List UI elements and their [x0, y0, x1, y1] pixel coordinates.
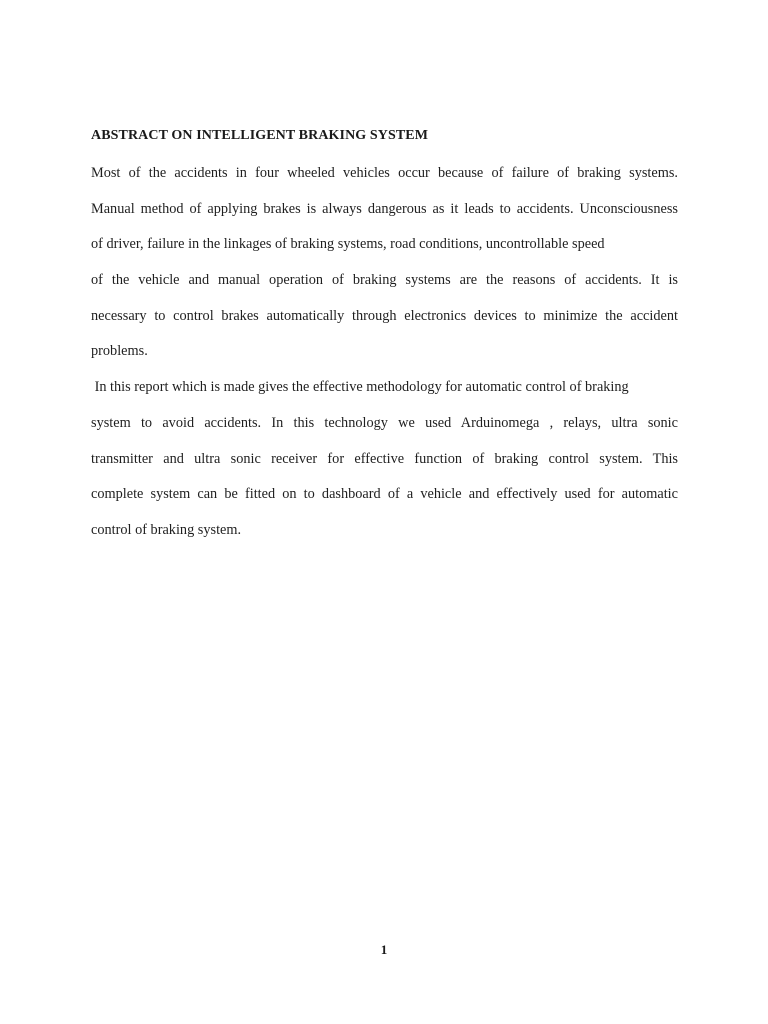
body-line: problems.	[91, 343, 148, 360]
body-line: of driver, failure in the linkages of braking systems, road conditions, uncontrollable speed	[91, 236, 605, 253]
body-line: control of braking system.	[91, 521, 242, 538]
body-line: of the vehicle and manual operation of braking systems are the reasons of accidents. It is	[91, 272, 678, 289]
abstract-heading: ABSTRACT ON INTELLIGENT BRAKING SYSTEM	[91, 128, 429, 143]
body-line: system to avoid accidents. In this technology we used Arduinomega , relays, ultra sonic	[91, 414, 678, 431]
body-line: transmitter and ultra sonic receiver for effective function of braking control system. This	[91, 450, 678, 467]
abstract-body	[91, 156, 678, 549]
abstract-section	[91, 126, 678, 549]
body-line: complete system can be fitted on to dashboard of a vehicle and effectively used for automatic	[91, 486, 678, 503]
body-line: Manual method of applying brakes is always dangerous as it leads to accidents. Unconsciousness	[91, 200, 678, 217]
body-line: In this report which is made gives the effective methodology for automatic control of braking	[91, 379, 629, 396]
body-line: necessary to control brakes automatically through electronics devices to minimize the accident	[91, 307, 678, 324]
body-line: Most of the accidents in four wheeled vehicles occur because of failure of braking systems.	[91, 165, 678, 181]
page-number: 1	[380, 942, 388, 957]
